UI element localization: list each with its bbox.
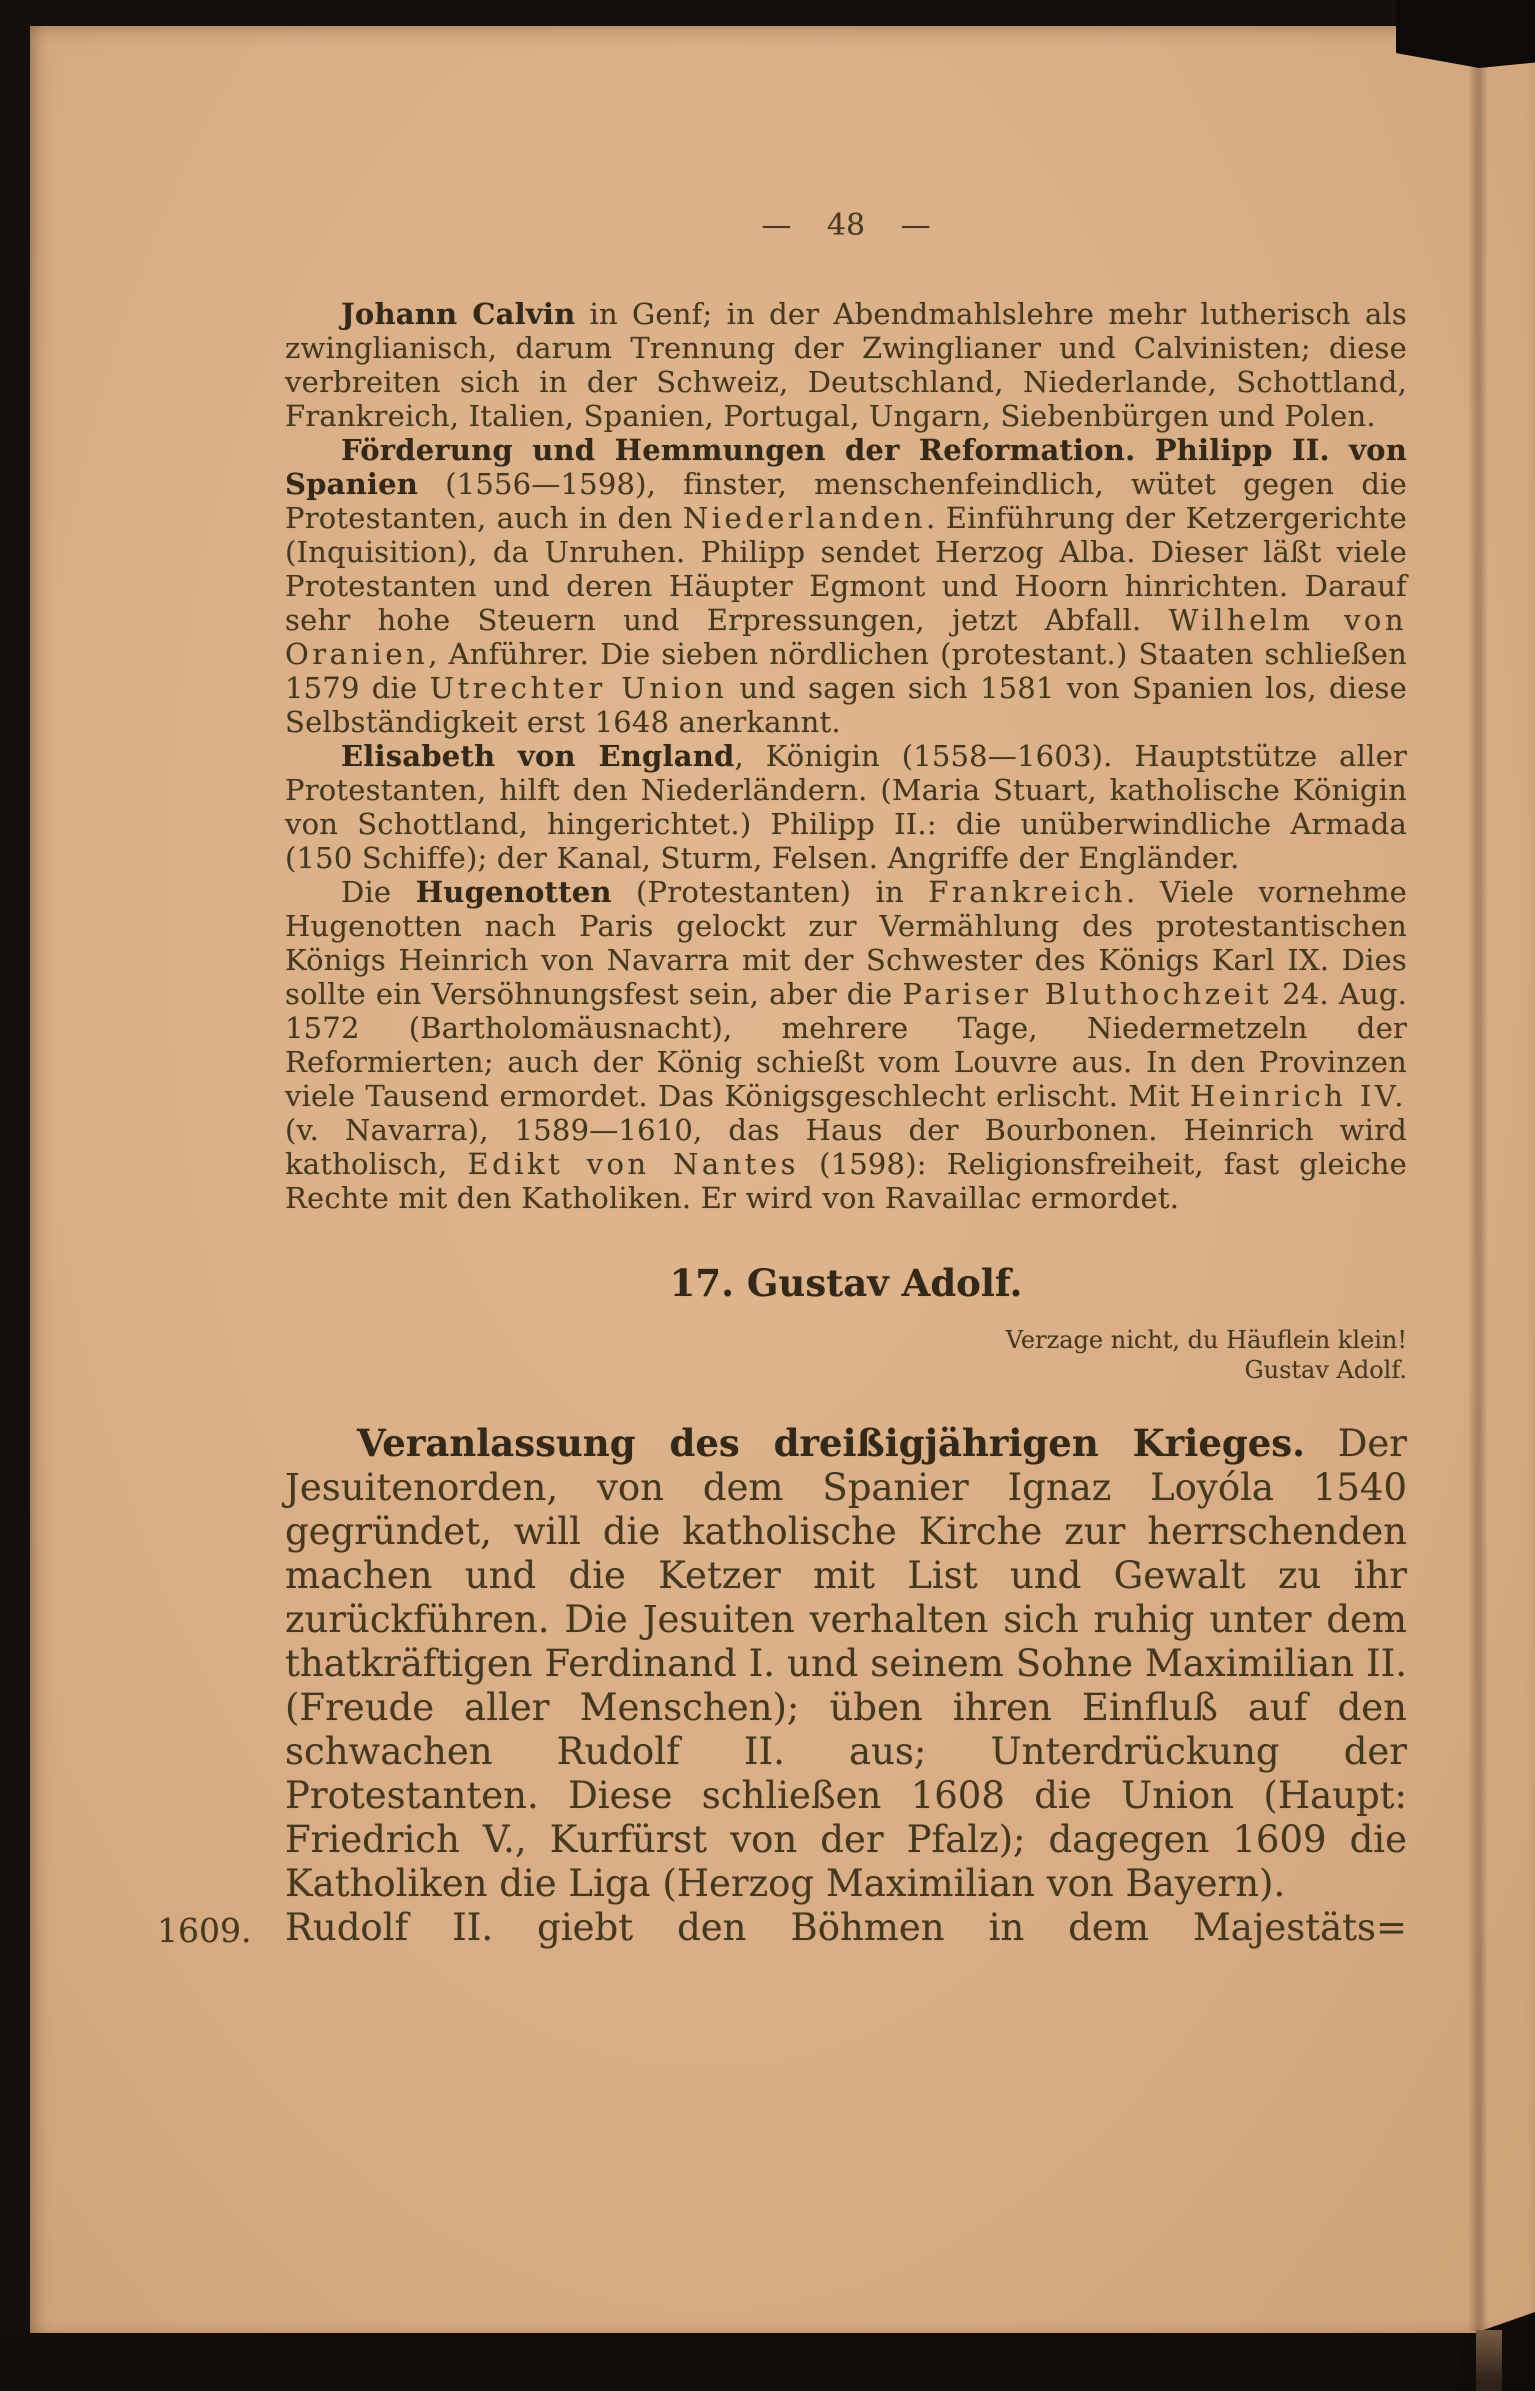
- continuation-row: [157, 1906, 1407, 1950]
- page-crease: [1468, 25, 1488, 2331]
- paragraph: [285, 1421, 1407, 1906]
- text-segment: . Einführung der Ketzergerichte (Inquisition), da Unruhen. Philipp sendet Herzog Alba. Dieser läßt viele Protestanten und deren Häupter Egmont und Hoorn hinrichten. Darauf sehr hohe Steuern und Erpressungen, jetzt Abfall.: [285, 501, 1407, 637]
- adjacent-page-edge: [1476, 2330, 1502, 2391]
- bold-lead: Johann Calvin: [341, 297, 576, 331]
- section-motto: [285, 1325, 1407, 1385]
- section-heading: 17. Gustav Adolf.: [669, 1261, 1023, 1305]
- text-segment: , Anführer. Die sieben nördlichen (protestant.) Staaten schließen 1579 die: [285, 637, 1407, 705]
- body-paragraphs: [285, 297, 1407, 1215]
- text-segment: Pariser Bluthochzeit: [902, 977, 1273, 1011]
- backdrop-left: [0, 0, 30, 2391]
- backdrop-bottom: [0, 2333, 1535, 2391]
- bold-lead: Hugenotten: [415, 875, 612, 909]
- paragraph: [285, 739, 1407, 875]
- bold-lead: Elisabeth von England: [341, 739, 735, 773]
- text-segment: (1598): Religionsfreiheit, fast gleiche Rechte mit den Katholiken. Er wird von Ravaillac ermordet.: [285, 1147, 1408, 1215]
- paragraph: [285, 875, 1407, 1215]
- text-segment: Edikt von Nantes: [467, 1147, 800, 1181]
- page-number: — 48 —: [761, 208, 931, 243]
- text-segment: 24. Aug. 1572 (Bartholomäusnacht), mehrere Tage, Niedermetzeln der Reformierten; auch der König schießt vom Louvre aus. In den Provinzen viele Tausend ermordet. Das Königsgeschlecht erlischt. Mit: [285, 977, 1408, 1113]
- text-segment: in Genf; in der Abendmahlslehre mehr lutherisch als zwinglianisch, darum Trennung der Zwinglianer und Calvinisten; diese verbreiten sich in der Schweiz, Deutschland, Niederlande, Schottland, Frankreich, Italien, Spanien, Portugal, Ungarn, Siebenbürgen und Polen.: [285, 297, 1407, 433]
- text-segment: , Königin (1558—1603). Hauptstütze aller Protestanten, hilft den Niederländern. (Maria Stuart, katholische Königin von Schottland, hingerichtet.) Philipp II.: die unüberwindliche Armada (150 Schiffe); der Kanal, Sturm, Felsen. Angriffe der Engländer.: [285, 739, 1407, 875]
- text-segment: Der Jesuitenorden, von dem Spanier Ignaz Loyóla 1540 gegründet, will die katholische Kirche zur herrschenden machen und die Ketzer mit List und Gewalt zu ihr zurückführen. Die Jesuiten verhalten sich ruhig unter dem thatkräftigen Ferdinand I. und seinem Sohne Maximilian II. (Freude aller Menschen); üben ihren Einfluß auf den schwachen Rudolf II. aus; Unterdrückung der Protestanten. Diese schließen 1608 die Union (Haupt: Friedrich V., Kurfürst von der Pfalz); dagegen 1609 die Katholiken die Liga (Herzog Maximilian von Bayern).: [285, 1422, 1407, 1905]
- margin-year: 1609.: [157, 1911, 252, 1950]
- text-segment: und sagen sich 1581 von Spanien los, diese Selbständigkeit erst 1648 anerkannt.: [285, 671, 1407, 739]
- text-segment: Frankreich: [928, 875, 1127, 909]
- backdrop-top: [0, 0, 1535, 26]
- text-segment: Niederlanden: [682, 501, 926, 535]
- text-segment: (1556—1598), finster, menschenfeindlich, wütet gegen die Protestanten, auch in den: [285, 467, 1407, 535]
- text-segment: Wilhelm von Oranien: [285, 603, 1408, 671]
- paragraph: [285, 297, 1407, 433]
- continuation-line: Rudolf II. giebt den Böhmen in dem Majestäts=: [285, 1906, 1407, 1949]
- motto-line: Verzage nicht, du Häuflein klein!: [1005, 1326, 1407, 1354]
- text-segment: (Protestanten) in: [611, 875, 929, 909]
- text-segment: . Viele vornehme Hugenotten nach Paris gelockt zur Vermählung des protestantischen Königs Heinrich von Navarra mit der Schwester des Königs Karl IX. Dies sollte ein Versöhnungsfest sein, aber die: [285, 875, 1408, 1011]
- text-segment: (v. Navarra), 1589—1610, das Haus der Bourbonen. Heinrich wird katholisch,: [285, 1113, 1407, 1181]
- bold-lead: Förderung und Hemmungen der Reformation. Philipp II. von Spanien: [285, 433, 1407, 501]
- paragraph: [285, 433, 1407, 739]
- text-segment: Utrechter Union: [429, 671, 728, 705]
- text-segment: Die: [341, 875, 416, 909]
- page-text-block: [157, 208, 1408, 1950]
- bold-lead: Veranlassung des dreißigjährigen Krieges.: [357, 1421, 1305, 1465]
- text-segment: Heinrich IV.: [1189, 1079, 1407, 1113]
- section-paragraphs: [285, 1421, 1407, 1906]
- motto-attribution: Gustav Adolf.: [1244, 1356, 1407, 1384]
